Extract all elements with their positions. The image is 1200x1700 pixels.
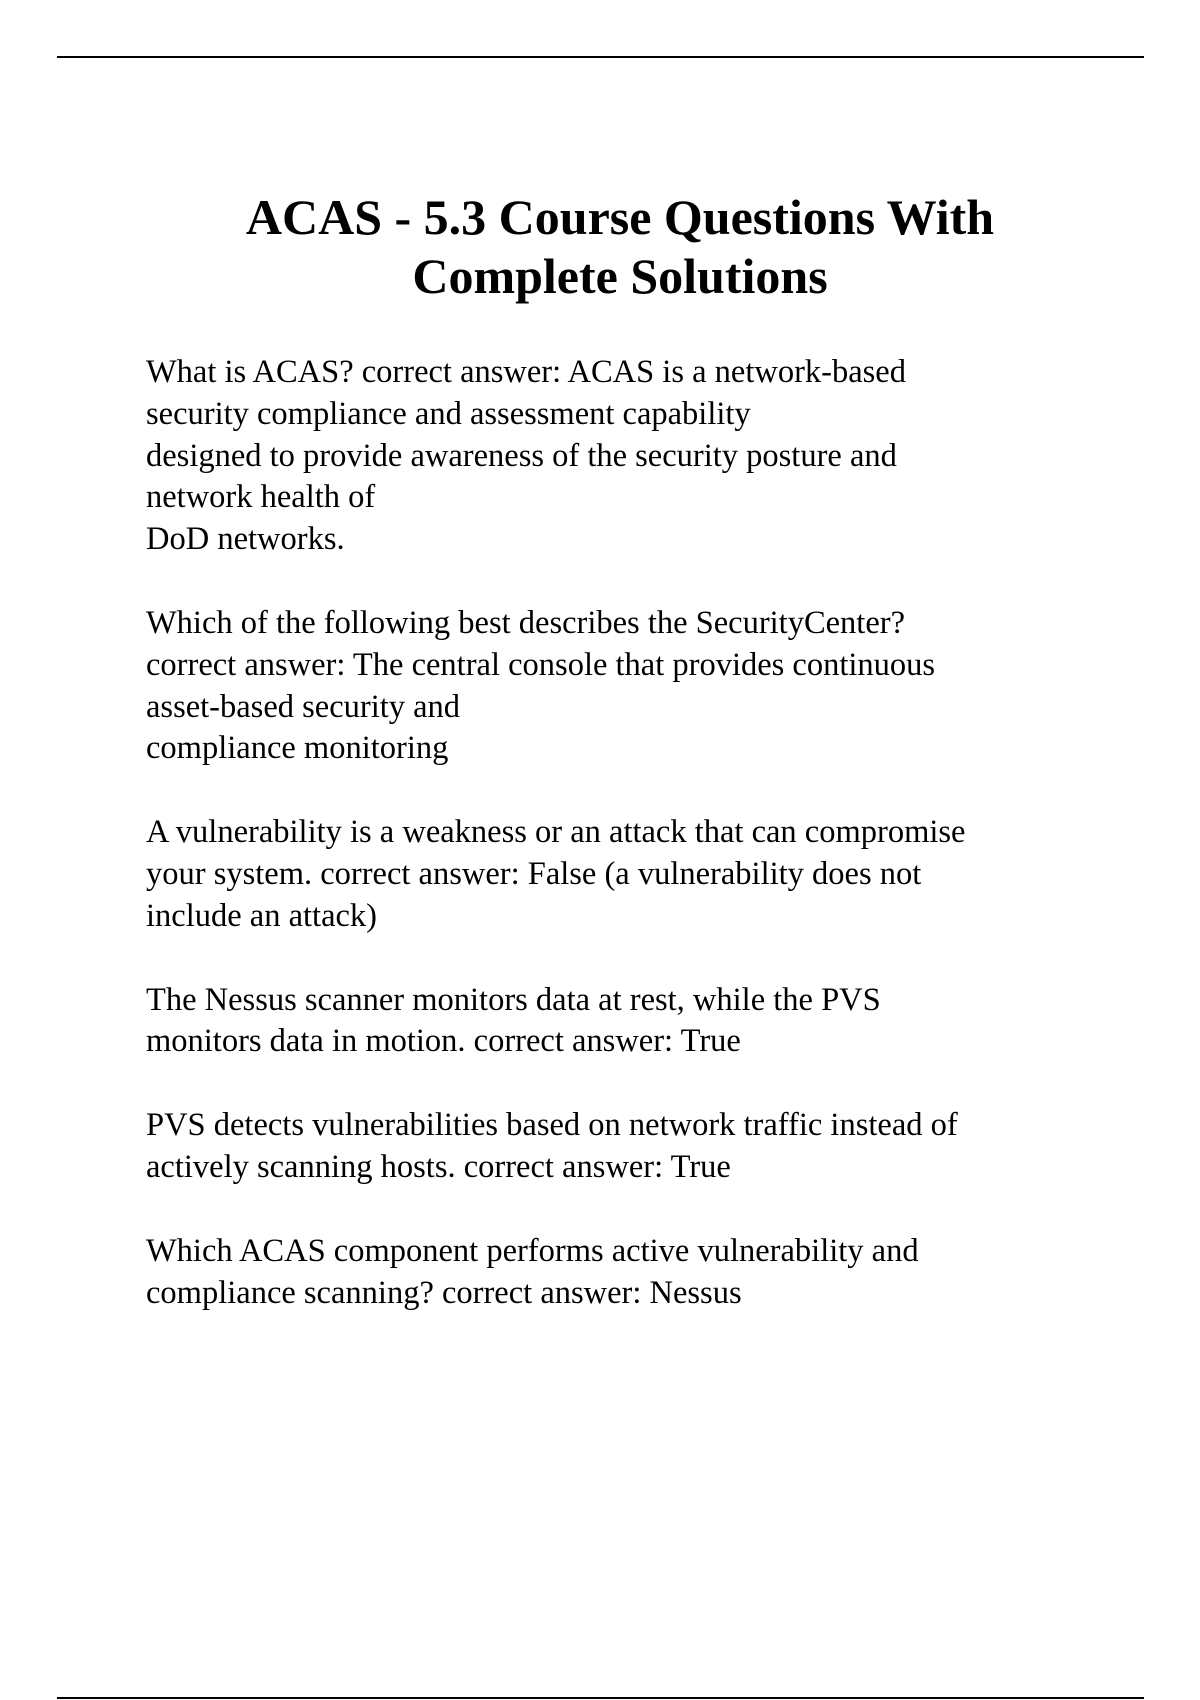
bottom-rule [57, 1697, 1144, 1699]
question-line: The Nessus scanner monitors data at rest, while the PVS [146, 981, 881, 1018]
question-line: include an attack) [146, 897, 377, 934]
question-line: compliance monitoring [146, 730, 449, 767]
page-title-line-1: ACAS - 5.3 Course Questions With [245, 189, 995, 245]
question-line: Which of the following best describes the SecurityCenter? [146, 604, 906, 641]
question-pvs-traffic [146, 1105, 1156, 1189]
question-line: network health of [146, 479, 376, 516]
question-line: designed to provide awareness of the security posture and [146, 437, 897, 474]
question-list [146, 352, 1156, 1356]
top-rule [57, 56, 1144, 58]
question-what-is-acas [146, 352, 1156, 561]
question-line: monitors data in motion. correct answer: True [146, 1023, 741, 1060]
page-title [140, 188, 1100, 306]
question-securitycenter [146, 603, 1156, 770]
question-line: your system. correct answer: False (a vulnerability does not [146, 855, 922, 892]
question-line: A vulnerability is a weakness or an attack that can compromise [146, 814, 966, 851]
question-line: actively scanning hosts. correct answer: True [146, 1148, 731, 1185]
question-line: PVS detects vulnerabilities based on network traffic instead of [146, 1107, 958, 1144]
question-line: What is ACAS? correct answer: ACAS is a network-based [146, 354, 906, 390]
question-vulnerability [146, 812, 1156, 937]
question-line: compliance scanning? correct answer: Nessus [146, 1274, 742, 1311]
question-nessus-pvs [146, 980, 1156, 1064]
question-line: asset-based security and [146, 688, 461, 725]
question-line: security compliance and assessment capability [146, 395, 751, 432]
question-line: correct answer: The central console that provides continuous [146, 646, 936, 683]
question-active-scanning [146, 1231, 1156, 1315]
question-line: Which ACAS component performs active vulnerability and [146, 1232, 919, 1269]
question-line: DoD networks. [146, 521, 345, 558]
page-title-line-2: Complete Solutions [412, 248, 828, 304]
